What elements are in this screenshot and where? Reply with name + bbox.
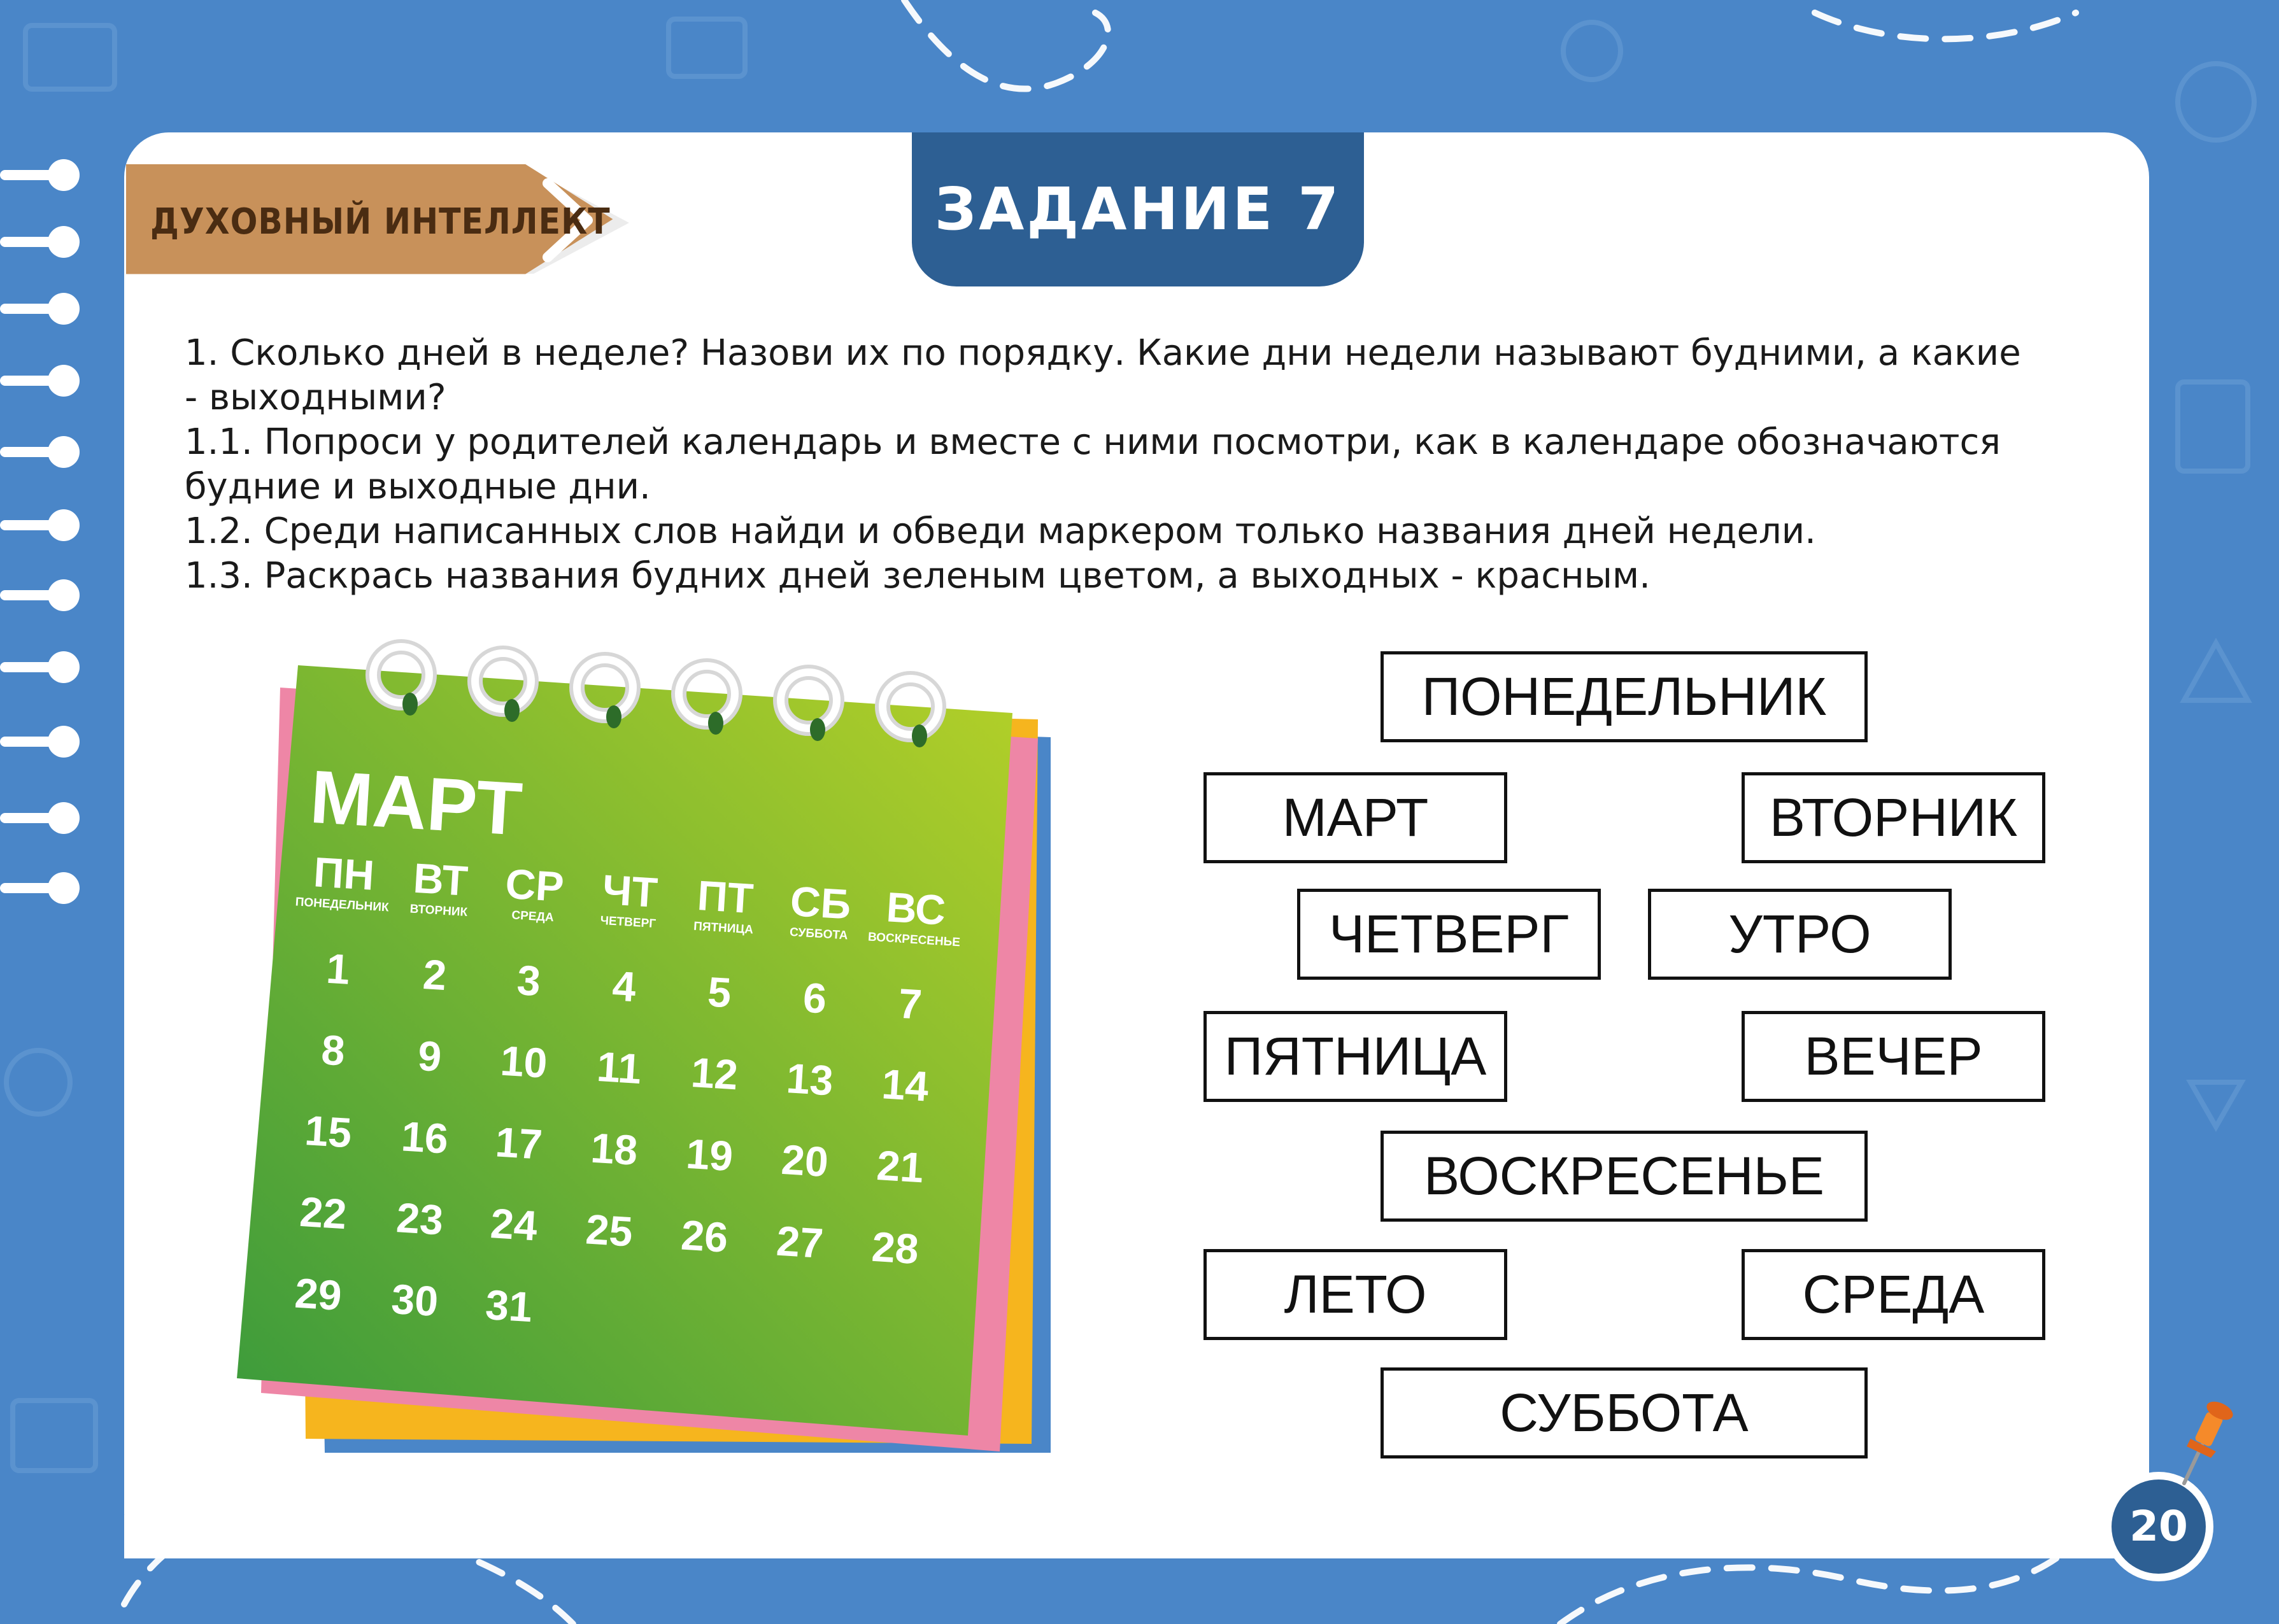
calendar-day: 14 [880, 1060, 930, 1110]
calendar-day: 31 [484, 1280, 534, 1331]
calendar-day: 10 [499, 1036, 549, 1087]
calendar-day: 27 [775, 1217, 825, 1267]
word-box-w2[interactable]: МАРТ [1203, 772, 1507, 863]
word-box-w8[interactable]: ВОСКРЕСЕНЬЕ [1381, 1131, 1868, 1222]
instruction-1-1: 1.1. Попроси у родителей календарь и вместе с ними посмотри, как в календаре обозначаются будние и выходные дни. [185, 421, 2001, 507]
instruction-1-3: 1.3. Раскрась названия будних дней зеленым цветом, а выходных - красным. [185, 555, 1651, 597]
calendar-day: 24 [489, 1199, 539, 1250]
word-box-w6[interactable]: ПЯТНИЦА [1203, 1011, 1507, 1102]
weekday-short: ВТ [411, 854, 469, 905]
section-tab [126, 164, 635, 282]
word-box-w4[interactable]: ЧЕТВЕРГ [1297, 889, 1601, 980]
calendar-day: 15 [303, 1106, 353, 1157]
word-box-w1[interactable]: ПОНЕДЕЛЬНИК [1381, 651, 1868, 742]
word-box-w7[interactable]: ВЕЧЕР [1742, 1011, 2045, 1102]
weekday-short: ПН [312, 848, 376, 899]
calendar-day: 20 [780, 1135, 830, 1186]
instruction-1: 1. Сколько дней в неделе? Назови их по порядку. Какие дни недели называют будними, а какие - выходными? [185, 332, 2021, 418]
word-box-w3[interactable]: ВТОРНИК [1742, 772, 2045, 863]
section-label: ДУХОВНЫЙ ИНТЕЛЛЕКТ [150, 201, 611, 243]
calendar-day: 5 [706, 968, 733, 1017]
weekday-short: ПТ [695, 872, 755, 922]
weekday-full: ЧЕТВЕРГ [600, 914, 657, 931]
calendar-day: 17 [493, 1118, 544, 1168]
notebook-rings [0, 0, 127, 955]
task-title: ЗАДАНИЕ 7 [912, 132, 1364, 286]
word-box-w11[interactable]: СУББОТА [1381, 1367, 1868, 1458]
weekday-full: СУББОТА [789, 925, 849, 943]
calendar-day: 21 [875, 1141, 925, 1192]
calendar-day: 9 [416, 1031, 443, 1080]
calendar-illustration [223, 618, 1070, 1464]
weekday-full: ВТОРНИК [409, 902, 468, 919]
word-box-w9[interactable]: ЛЕТО [1203, 1249, 1507, 1340]
calendar-day: 18 [589, 1124, 639, 1174]
word-box-w5[interactable]: УТРО [1648, 889, 1952, 980]
word-box-w10[interactable]: СРЕДА [1742, 1249, 2045, 1340]
calendar-day: 29 [293, 1269, 343, 1319]
calendar-day: 3 [515, 956, 543, 1005]
calendar-day: 25 [584, 1205, 634, 1255]
instructions [185, 331, 2031, 598]
calendar-day: 7 [897, 979, 923, 1028]
calendar-day: 4 [611, 962, 637, 1011]
weekday-full: ВОСКРЕСЕНЬЕ [867, 930, 961, 950]
calendar-day: 22 [298, 1187, 348, 1238]
calendar-day: 26 [679, 1211, 730, 1261]
calendar-day: 16 [400, 1112, 450, 1162]
calendar-day: 12 [690, 1048, 739, 1099]
pushpin-icon [2165, 1394, 2235, 1490]
weekday-full: СРЕДА [511, 908, 555, 925]
weekday-full: ПОНЕДЕЛЬНИК [295, 895, 390, 915]
calendar-day: 1 [325, 944, 351, 993]
calendar-day: 30 [390, 1274, 440, 1325]
weekday-short: ВС [884, 883, 948, 934]
weekday-short: СБ [789, 877, 853, 928]
calendar-day: 6 [802, 973, 828, 1022]
calendar-day: 19 [685, 1129, 735, 1180]
calendar-day: 28 [870, 1222, 920, 1273]
weekday-short: СР [504, 859, 565, 911]
calendar-day: 13 [785, 1054, 835, 1105]
calendar-day: 11 [595, 1042, 643, 1093]
page-number: 20 [2129, 1502, 2188, 1551]
calendar-day: 23 [395, 1194, 445, 1244]
weekday-short: ЧТ [600, 865, 659, 917]
weekday-full: ПЯТНИЦА [693, 919, 754, 937]
calendar-month: МАРТ [308, 754, 525, 852]
instruction-1-2: 1.2. Среди написанных слов найди и обведи маркером только названия дней недели. [185, 511, 1816, 552]
calendar-day: 2 [422, 950, 448, 999]
calendar-day: 8 [320, 1026, 346, 1075]
